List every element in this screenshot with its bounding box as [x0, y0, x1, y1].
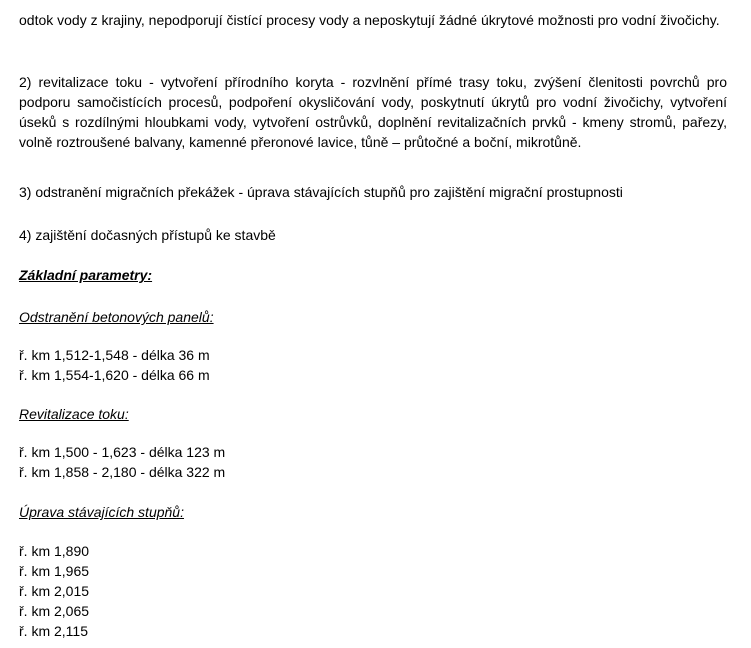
- section-title-parameters: Základní parametry:: [19, 267, 153, 283]
- list-item: ř. km 1,858 - 2,180 - délka 322 m: [19, 464, 226, 480]
- paragraph-migration: 3) odstranění migračních překážek - úprava stávajících stupňů pro zajištění migrační prostupnosti: [19, 184, 623, 200]
- list-item: ř. km 2,015: [19, 583, 90, 599]
- list-item: ř. km 1,965: [19, 563, 90, 579]
- list-item: ř. km 2,065: [19, 603, 90, 619]
- subheading-revitalization: Revitalizace toku:: [19, 406, 129, 422]
- paragraph-revitalization: 2) revitalizace toku - vytvoření přírodního koryta - rozvlnění přímé trasy toku, zvýšení členitosti povrchů pro podporu samočistících procesů, podpoření okysličování vody, poskytnutí úkrytů pro vodní živočichy, vytvoření úseků s rozdílnými hloubkami vody, vytvoření ostrůvků, doplnění revitalizačních prvků - kmeny stromů, pařezy, volně roztroušené balvany, kamenné přeronové lavice, tůně – průtočné a boční, mikrotůně.: [19, 74, 727, 150]
- subheading-panels: Odstranění betonových panelů:: [19, 309, 214, 325]
- list-item: ř. km 1,500 - 1,623 - délka 123 m: [19, 444, 226, 460]
- list-item: ř. km 1,890: [19, 543, 90, 559]
- paragraph-drainage: odtok vody z krajiny, nepodporují čistící procesy vody a neposkytují žádné úkrytové možnosti pro vodní živočichy.: [19, 12, 720, 28]
- list-item: ř. km 1,554-1,620 - délka 66 m: [19, 367, 210, 383]
- list-item: ř. km 1,512-1,548 - délka 36 m: [19, 347, 210, 363]
- paragraph-access: 4) zajištění dočasných přístupů ke stavbě: [19, 227, 276, 243]
- subheading-steps: Úprava stávajících stupňů:: [19, 504, 184, 520]
- list-item: ř. km 2,115: [19, 623, 88, 639]
